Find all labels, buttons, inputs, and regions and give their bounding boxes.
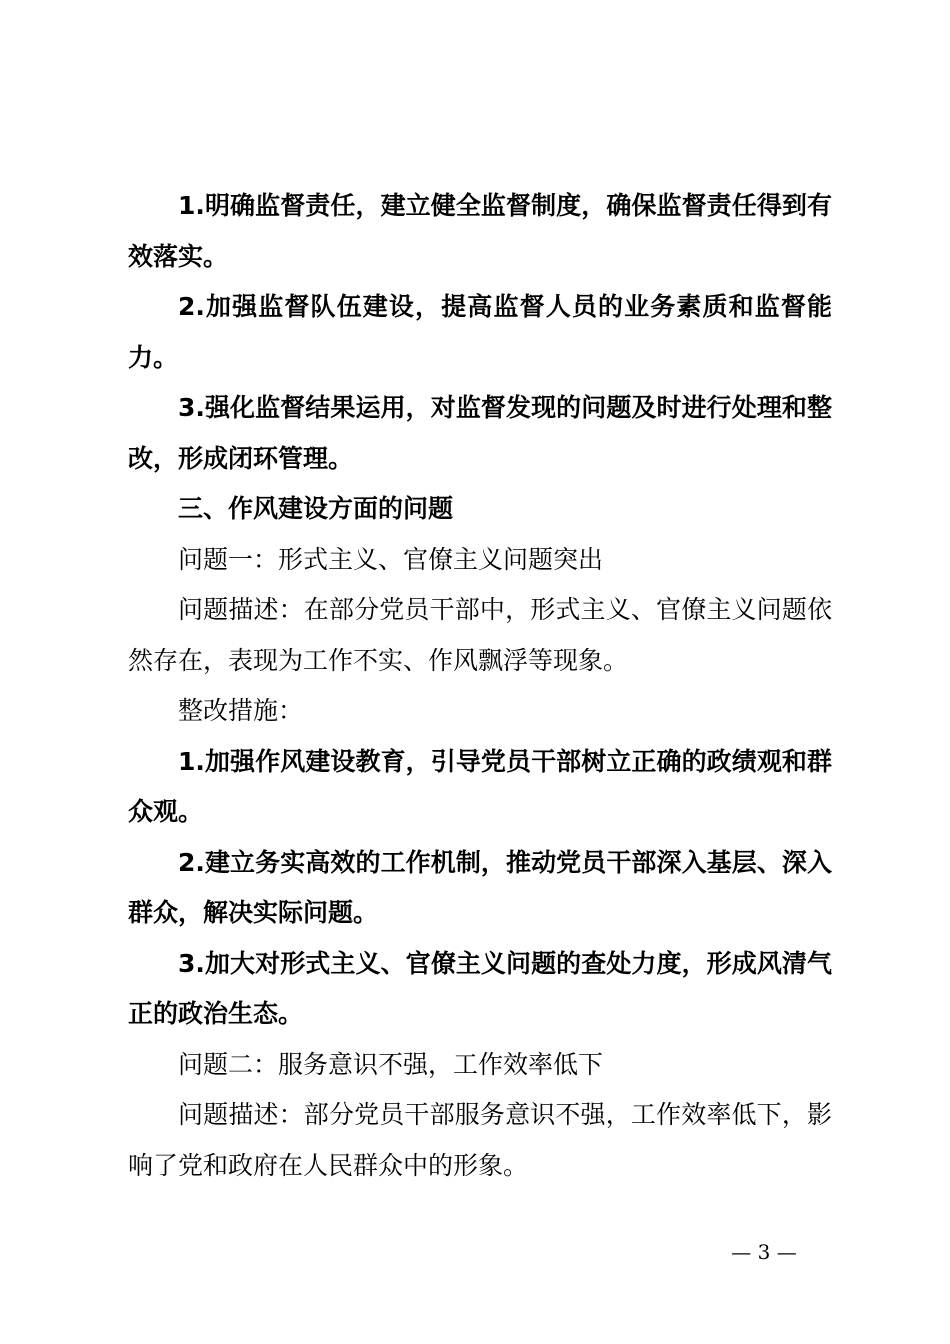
rectification-label: 整改措施： — [178, 696, 304, 725]
paragraph-measure-1: 1.明确监督责任，建立健全监督制度，确保监督责任得到有效落实。 — [128, 191, 832, 271]
rectification-item-3: 3.加大对形式主义、官僚主义问题的查处力度，形成风清气正的政治生态。 — [128, 948, 832, 1028]
problem-one-title: 问题一：形式主义、官僚主义问题突出 — [178, 544, 604, 574]
problem-one-description: 问题描述：在部分党员干部中，形式主义、官僚主义问题依然存在，表现为工作不实、作风飘浮等现象。 — [128, 595, 832, 675]
problem-two-description: 问题描述：部分党员干部服务意识不强，工作效率低下，影响了党和政府在人民群众中的形象。 — [128, 1100, 832, 1180]
problem-two-title: 问题二：服务意识不强，工作效率低下 — [178, 1049, 604, 1079]
document-body — [128, 181, 832, 1191]
section-heading: 三、作风建设方面的问题 — [178, 494, 454, 523]
paragraph-measure-3: 3.强化监督结果运用，对监督发现的问题及时进行处理和整改，形成闭环管理。 — [128, 393, 832, 473]
paragraph-measure-2: 2.加强监督队伍建设，提高监督人员的业务素质和监督能力。 — [128, 292, 832, 372]
rectification-item-1: 1.加强作风建设教育，引导党员干部树立正确的政绩观和群众观。 — [128, 746, 832, 826]
rectification-item-2: 2.建立务实高效的工作机制，推动党员干部深入基层、深入群众，解决实际问题。 — [128, 847, 832, 927]
page-number: — 3 — — [731, 1240, 797, 1264]
